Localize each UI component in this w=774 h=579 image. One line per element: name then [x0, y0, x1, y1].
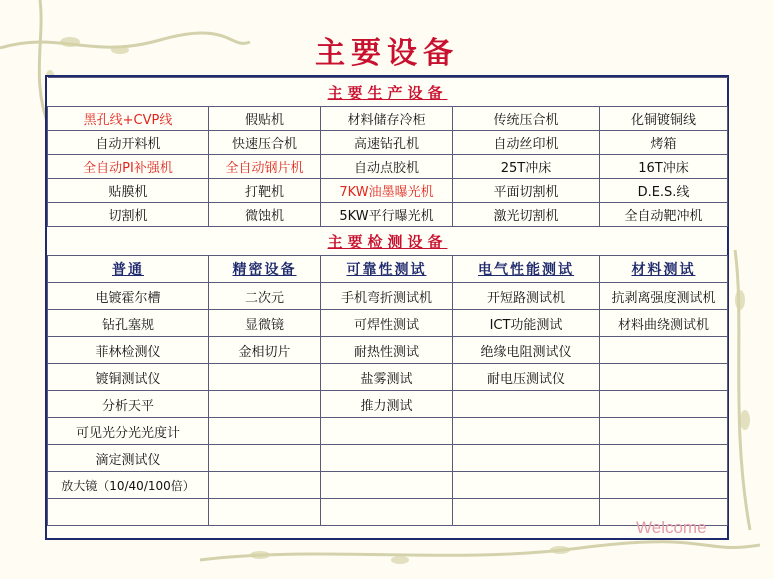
table-cell: 抗剥离强度测试机: [600, 283, 728, 310]
column-header: 精密设备: [209, 256, 321, 283]
table-row: [48, 310, 728, 337]
table-cell: 7KW油墨曝光机: [321, 179, 453, 203]
table-cell: 电镀霍尔槽: [48, 283, 209, 310]
table-cell: 切割机: [48, 203, 209, 227]
table-row: [48, 203, 728, 227]
table-row: [48, 155, 728, 179]
table-cell: [453, 445, 600, 472]
production-section-header-label: 主要生产设备: [48, 78, 728, 107]
table-cell: 微蚀机: [209, 203, 321, 227]
table-cell: [600, 391, 728, 418]
table-row: [48, 472, 728, 499]
column-header: 材料测试: [600, 256, 728, 283]
table-cell: [209, 391, 321, 418]
table-row: [48, 107, 728, 131]
table-cell: 绝缘电阻测试仪: [453, 337, 600, 364]
table-cell: [321, 472, 453, 499]
table-cell: [321, 499, 453, 526]
table-cell: [453, 499, 600, 526]
table-cell: [453, 418, 600, 445]
production-section-header: [48, 78, 728, 107]
table-cell: 分析天平: [48, 391, 209, 418]
table-cell: [48, 499, 209, 526]
table-cell: 自动点胶机: [321, 155, 453, 179]
table-cell: 二次元: [209, 283, 321, 310]
table-cell: 快速压合机: [209, 131, 321, 155]
table-cell: 高速钻孔机: [321, 131, 453, 155]
table-cell: 显微镜: [209, 310, 321, 337]
table-row: [48, 364, 728, 391]
page-title: 主要设备: [315, 36, 459, 71]
table-cell: 钻孔塞规: [48, 310, 209, 337]
table-cell: 全自动PI补强机: [48, 155, 209, 179]
table-cell: 激光切割机: [453, 203, 600, 227]
inspection-section-header-label: 主要检测设备: [48, 227, 728, 256]
table-cell: 贴膜机: [48, 179, 209, 203]
table-cell: 推力测试: [321, 391, 453, 418]
table-cell: 金相切片: [209, 337, 321, 364]
column-header: 可靠性测试: [321, 256, 453, 283]
table-cell: 盐雾测试: [321, 364, 453, 391]
table-cell: 材料储存冷柜: [321, 107, 453, 131]
equipment-table: [45, 75, 729, 540]
table-cell: 传统压合机: [453, 107, 600, 131]
table-cell: [209, 445, 321, 472]
table-cell: [321, 445, 453, 472]
table-cell: [453, 391, 600, 418]
table-cell: 16T冲床: [600, 155, 728, 179]
welcome-text: Welcome: [636, 518, 707, 537]
table-cell: 黑孔线+CVP线: [48, 107, 209, 131]
table-row: [48, 337, 728, 364]
table-cell: 烤箱: [600, 131, 728, 155]
table-cell: [600, 418, 728, 445]
table-cell: 自动丝印机: [453, 131, 600, 155]
table-cell: [600, 337, 728, 364]
table-row: [48, 418, 728, 445]
table-cell: [600, 472, 728, 499]
table-cell: 5KW平行曝光机: [321, 203, 453, 227]
table-cell: 材料曲绕测试机: [600, 310, 728, 337]
table-cell: 全自动靶冲机: [600, 203, 728, 227]
table-cell: 镀铜测试仪: [48, 364, 209, 391]
inspection-column-headers: [48, 256, 728, 283]
table-cell: 自动开料机: [48, 131, 209, 155]
table-cell: [209, 364, 321, 391]
table-cell: 假贴机: [209, 107, 321, 131]
table-row: [48, 499, 728, 526]
table-row: [48, 283, 728, 310]
table-cell: [209, 499, 321, 526]
table-cell: 平面切割机: [453, 179, 600, 203]
table-cell: [209, 418, 321, 445]
table-cell: 可焊性测试: [321, 310, 453, 337]
table-cell: [321, 418, 453, 445]
table-cell: [453, 472, 600, 499]
table-cell: ICT功能测试: [453, 310, 600, 337]
table-cell: 滴定测试仪: [48, 445, 209, 472]
table-cell: 化铜镀铜线: [600, 107, 728, 131]
column-header: 普通: [48, 256, 209, 283]
table-row: [48, 391, 728, 418]
table-cell: [209, 472, 321, 499]
table-cell: 耐电压测试仪: [453, 364, 600, 391]
table-cell: 手机弯折测试机: [321, 283, 453, 310]
table-cell: 菲林检测仪: [48, 337, 209, 364]
table-row: [48, 179, 728, 203]
table-cell: 25T冲床: [453, 155, 600, 179]
table-row: [48, 131, 728, 155]
inspection-section-header: [48, 227, 728, 256]
table-cell: D.E.S.线: [600, 179, 728, 203]
table-cell: 耐热性测试: [321, 337, 453, 364]
table-cell: 开短路测试机: [453, 283, 600, 310]
table-cell: 打靶机: [209, 179, 321, 203]
table-cell: 全自动钢片机: [209, 155, 321, 179]
column-header: 电气性能测试: [453, 256, 600, 283]
table-cell: 放大镜（10/40/100倍）: [48, 472, 209, 499]
table-cell: [600, 445, 728, 472]
table-cell: [600, 364, 728, 391]
table-cell: 可见光分光光度计: [48, 418, 209, 445]
table-row: [48, 445, 728, 472]
